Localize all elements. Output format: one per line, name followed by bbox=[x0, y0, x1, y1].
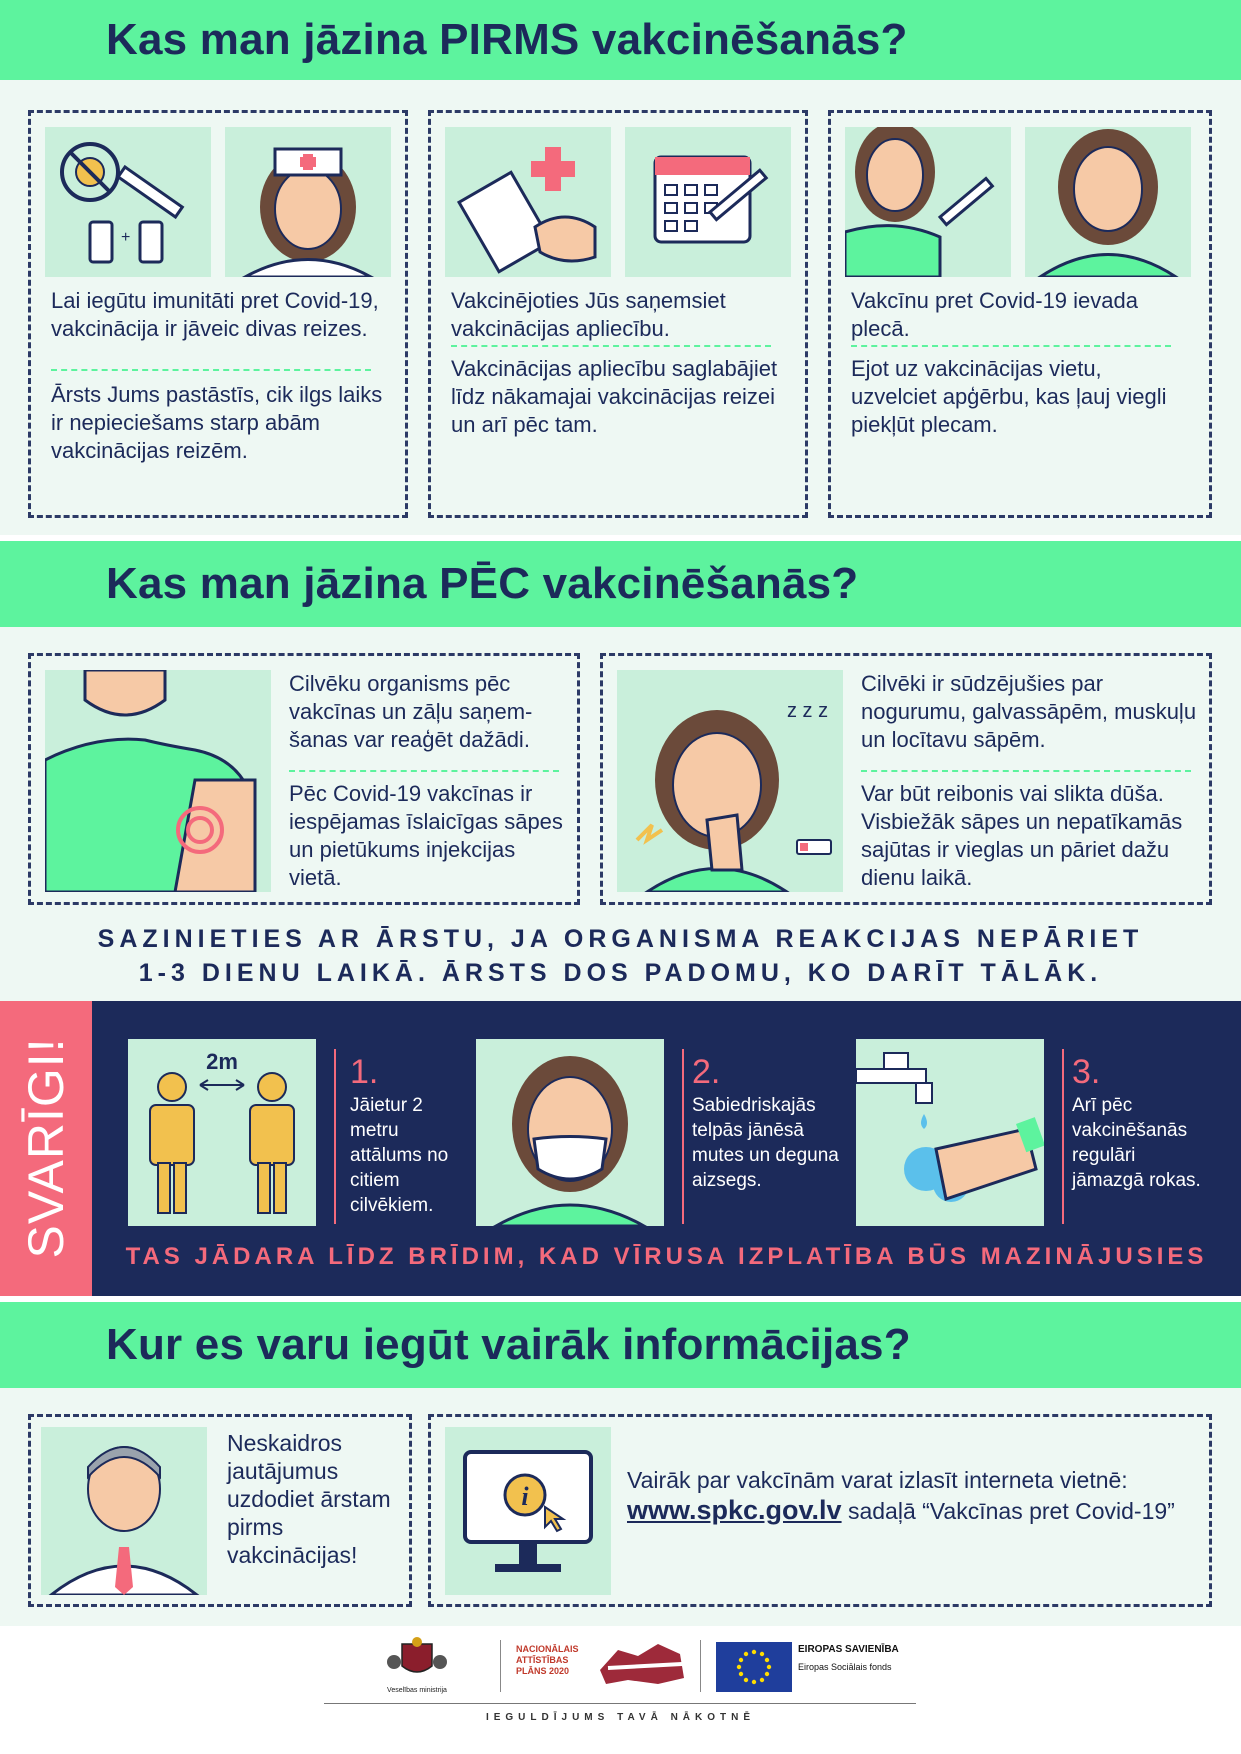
item3-text: Arī pēc vakcinēšanās regulāri jāmazgā rokas. bbox=[1072, 1095, 1201, 1191]
section3-title: Kur es varu iegūt vairāk informācijas? bbox=[106, 1320, 911, 1369]
website-text-before: Vairāk par vakcīnām varat izlasīt interneta vietnē: bbox=[627, 1467, 1128, 1493]
virus-vaccine-illustration bbox=[45, 127, 211, 277]
item1-number: 1. bbox=[350, 1053, 379, 1091]
item1-text: Jāietur 2 metru attālums no citiem cilvēkiem. bbox=[350, 1095, 449, 1216]
nurse-icon bbox=[225, 127, 391, 277]
section1-header bbox=[0, 0, 1241, 80]
latvia-map-icon bbox=[598, 1640, 688, 1688]
vaccine-vials-icon bbox=[45, 127, 211, 277]
woman-illustration bbox=[1025, 127, 1191, 277]
contact-doctor-line1: SAZINIETIES AR ĀRSTU, JA ORGANISMA REAKCIJAS NEPĀRIET bbox=[97, 925, 1144, 953]
divider bbox=[861, 770, 1191, 772]
after-card-symptoms bbox=[600, 653, 1212, 905]
doctor-icon bbox=[41, 1427, 207, 1595]
woman-mask-icon bbox=[476, 1039, 664, 1226]
website-text-after: sadaļā “Vakcīnas pret Covid-19” bbox=[841, 1498, 1175, 1524]
ministry-logo bbox=[382, 1636, 452, 1692]
logo-divider bbox=[500, 1640, 501, 1692]
section3-header bbox=[0, 1302, 1241, 1388]
divider bbox=[851, 345, 1171, 347]
eu-fund: Eiropas Sociālais fonds bbox=[798, 1662, 892, 1672]
nap-logo bbox=[598, 1640, 688, 1688]
eu-flag bbox=[716, 1642, 792, 1692]
spkc-link[interactable]: www.spkc.gov.lv bbox=[627, 1495, 842, 1525]
contact-doctor-line2: 1-3 DIENU LAIKĀ. ĀRSTS DOS PADOMU, KO DARĪT TĀLĀK. bbox=[138, 959, 1103, 987]
interval-text: Ārsts Jums pastāstīs, cik ilgs laiks ir nepieciešams starp abām vakcinācijas reizēm. bbox=[51, 382, 383, 463]
doctor-card bbox=[28, 1414, 412, 1607]
important-tab bbox=[0, 1001, 92, 1296]
computer-illustration bbox=[445, 1427, 611, 1595]
eu-title: EIROPAS SAVIENĪBA bbox=[798, 1644, 899, 1655]
after-card-reaction bbox=[28, 653, 580, 905]
certificate-hand-icon bbox=[445, 127, 611, 277]
doctor-illustration bbox=[41, 1427, 207, 1595]
before-card-doses bbox=[28, 110, 408, 518]
tired-woman-illustration bbox=[617, 670, 843, 892]
item-divider bbox=[334, 1049, 336, 1224]
before-card-shoulder bbox=[828, 110, 1212, 518]
washing-hands-icon bbox=[856, 1039, 1044, 1226]
two-people-distance-icon bbox=[128, 1039, 316, 1226]
coat-of-arms-icon bbox=[382, 1636, 452, 1682]
section1-title: Kas man jāzina PIRMS vakcinēšanās? bbox=[106, 15, 908, 64]
divider bbox=[51, 369, 371, 371]
certificate-text: Vakcinējoties Jūs saņemsiet vakcinācijas apliecību. bbox=[451, 288, 726, 341]
important-footer: TAS JĀDARA LĪDZ BRĪDIM, KAD VĪRUSA IZPLATĪBA BŪS MAZINĀJUSIES bbox=[125, 1243, 1208, 1270]
before-card-certificate bbox=[428, 110, 808, 518]
calendar-illustration bbox=[625, 127, 791, 277]
item2-text: Sabiedriskajās telpās jānēsā mutes un deguna aizsegs. bbox=[692, 1095, 839, 1191]
reaction-text: Cilvēku organisms pēc vakcīnas un zāļu saņem-šanas var reaģēt dažādi. bbox=[289, 671, 533, 752]
mask-illustration bbox=[476, 1039, 664, 1226]
section2-header bbox=[0, 541, 1241, 627]
injection-site-text: Pēc Covid-19 vakcīnas ir iespējamas īslaicīgas sāpes un pietūkums injekcijas vietā. bbox=[289, 781, 563, 890]
woman-icon bbox=[1025, 127, 1191, 277]
footer-tagline: IEGULDĪJUMS TAVĀ NĀKOTNĒ bbox=[485, 1712, 756, 1723]
injection-shoulder-illustration bbox=[845, 127, 1011, 277]
logo-divider bbox=[700, 1640, 701, 1692]
divider bbox=[451, 345, 771, 347]
shoulder-swelling-icon bbox=[45, 670, 271, 892]
divider bbox=[289, 770, 559, 772]
clothing-text: Ejot uz vakcinācijas vietu, uzvelciet apģērbu, kas ļauj viegli piekļūt plecam. bbox=[851, 356, 1167, 437]
footer-rule bbox=[324, 1703, 916, 1704]
calendar-syringe-icon bbox=[625, 127, 791, 277]
distance-label: 2m bbox=[206, 1049, 238, 1074]
woman-injection-icon bbox=[845, 127, 1011, 277]
handwash-illustration bbox=[856, 1039, 1044, 1226]
nap-text: NACIONĀLAIS ATTĪSTĪBAS PLĀNS 2020 bbox=[516, 1644, 579, 1676]
computer-info-icon bbox=[445, 1427, 611, 1595]
ask-doctor-text: Neskaidros jautājumus uzdodiet ārstam pirms vakcinācijas! bbox=[227, 1430, 391, 1568]
svg-text:i: i bbox=[521, 1482, 529, 1511]
ministry-name: Veselības ministrija bbox=[387, 1687, 447, 1694]
symptoms-text: Cilvēki ir sūdzējušies par nogurumu, galvassāpēm, muskuļu un locītavu sāpēm. bbox=[861, 671, 1197, 752]
important-panel bbox=[0, 1001, 1241, 1296]
important-label: SVARĪGI! bbox=[18, 1037, 74, 1259]
sleep-zzz: z z z bbox=[787, 700, 829, 722]
item-divider bbox=[682, 1049, 684, 1224]
website-card bbox=[428, 1414, 1212, 1607]
arm-swelling-illustration bbox=[45, 670, 271, 892]
section2-title: Kas man jāzina PĒC vakcinēšanās? bbox=[106, 559, 859, 608]
certificate-illustration bbox=[445, 127, 611, 277]
keep-certificate-text: Vakcinācijas apliecību saglabājiet līdz nākamajai vakcinācijas reizei un arī pēc tam. bbox=[451, 356, 778, 437]
dizziness-text: Var būt reibonis vai slikta dūša. Visbiežāk sāpes un nepatīkamās sajūtas ir vieglas un pāriet dažu dienu laikā. bbox=[861, 781, 1183, 890]
eu-stars-icon bbox=[716, 1642, 792, 1692]
item-divider bbox=[1062, 1049, 1064, 1224]
item3-number: 3. bbox=[1072, 1053, 1101, 1091]
item2-number: 2. bbox=[692, 1053, 721, 1091]
distance-illustration bbox=[128, 1039, 316, 1226]
svg-text:+: + bbox=[121, 229, 131, 246]
website-text bbox=[627, 1465, 1187, 1526]
shoulder-text: Vakcīnu pret Covid-19 ievada plecā. bbox=[851, 288, 1138, 341]
nurse-illustration bbox=[225, 127, 391, 277]
doses-text: Lai iegūtu imunitāti pret Covid-19, vakcinācija ir jāveic divas reizes. bbox=[51, 288, 379, 341]
